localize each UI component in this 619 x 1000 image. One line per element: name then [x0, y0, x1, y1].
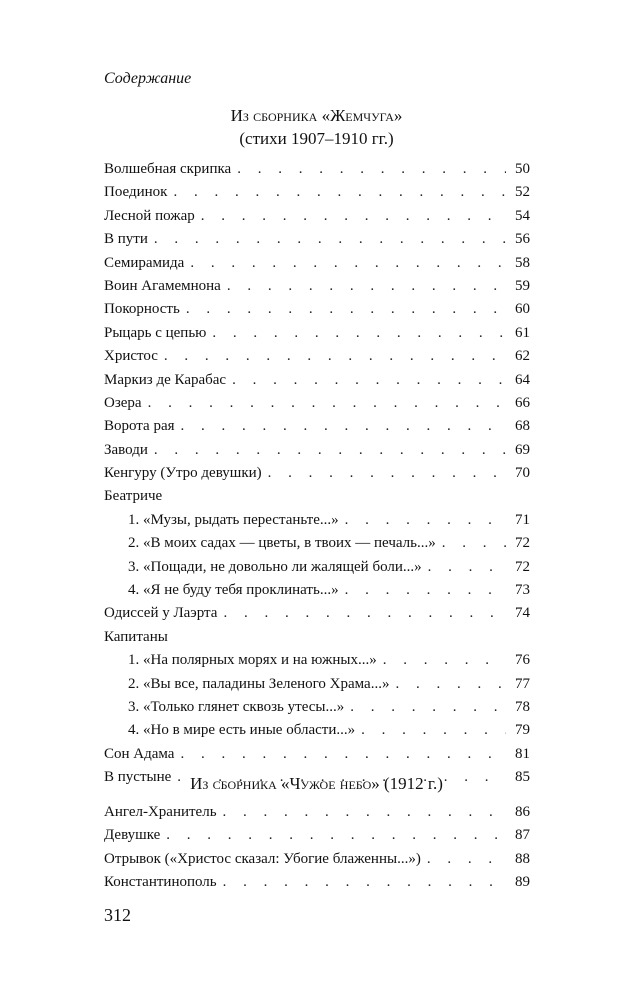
dot-leader — [220, 871, 506, 894]
dot-leader — [145, 392, 506, 415]
section-1-prefix: Из сборника — [230, 106, 318, 125]
toc-entry-title: Капитаны — [104, 628, 168, 645]
toc-entry — [104, 369, 530, 392]
dot-leader — [183, 298, 506, 321]
toc-entry — [104, 228, 530, 251]
toc-entry — [104, 801, 530, 824]
toc-entry-page: 72 — [515, 558, 530, 575]
toc-entry-page: 56 — [515, 231, 530, 248]
toc-entry-page: 89 — [515, 874, 530, 891]
toc-entry — [104, 719, 530, 742]
dot-leader — [358, 719, 506, 742]
dot-leader — [209, 322, 506, 345]
toc-entry-page: 85 — [515, 769, 530, 786]
dot-leader — [163, 824, 506, 847]
dot-leader — [342, 509, 506, 532]
toc-entry-title: 4. «Я не буду тебя проклинать...» — [128, 582, 339, 599]
toc-entry — [104, 439, 530, 462]
toc-entry-page: 72 — [515, 535, 530, 552]
page-number: 312 — [104, 905, 131, 925]
toc-entry — [104, 696, 530, 719]
dot-leader — [151, 228, 506, 251]
dot-leader — [425, 556, 506, 579]
toc-entry-title: Константинополь — [104, 874, 217, 891]
dot-leader — [220, 602, 506, 625]
dot-leader — [178, 415, 506, 438]
toc-entry — [104, 673, 530, 696]
dot-leader — [424, 848, 506, 871]
dot-leader — [234, 158, 506, 181]
toc-entry-page: 78 — [515, 698, 530, 715]
toc-entry-title: Озера — [104, 394, 142, 411]
toc-entry — [104, 871, 530, 894]
toc-entry-title: Одиссей у Лаэрта — [104, 605, 218, 622]
toc-entry-title: 3. «Пощади, не довольно ли жалящей боли...» — [128, 558, 422, 575]
toc-entry-title: Кенгуру (Утро девушки) — [104, 465, 262, 482]
toc-entry-title: Рыцарь с цепью — [104, 324, 207, 341]
toc-entry — [104, 275, 530, 298]
toc-entry-title: Поединок — [104, 184, 168, 201]
toc-entry-title: Покорность — [104, 301, 180, 318]
toc-entry-title: Лесной пожар — [104, 207, 195, 224]
toc-list-section-1 — [104, 158, 530, 790]
toc-entry — [104, 848, 530, 871]
toc-entry — [104, 252, 530, 275]
dot-leader — [347, 696, 506, 719]
toc-entry-page: 50 — [515, 161, 530, 177]
section-1-heading — [104, 104, 529, 150]
toc-entry — [104, 322, 530, 345]
toc-entry — [104, 345, 530, 368]
dot-leader — [439, 532, 506, 555]
toc-entry-title: В пустыне — [104, 769, 172, 786]
toc-entry-title: 4. «Но в мире есть иные области...» — [128, 722, 356, 739]
section-1-title — [104, 104, 529, 127]
toc-entry-page: 64 — [515, 371, 530, 388]
toc-entry-title: Сон Адама — [104, 745, 175, 762]
toc-entry-page: 58 — [515, 254, 530, 271]
toc-entry — [104, 298, 530, 321]
toc-entry — [104, 743, 530, 766]
toc-entry-title: Беатриче — [104, 488, 163, 505]
toc-entry-page: 86 — [515, 804, 530, 820]
toc-entry — [104, 205, 530, 228]
toc-entry-page: 87 — [515, 827, 530, 844]
section-2-title — [104, 772, 529, 795]
section-2-prefix: Из сборника — [190, 774, 277, 793]
dot-leader — [187, 252, 506, 275]
section-2-suffix: (1912 г.) — [384, 774, 443, 793]
toc-entry-page: 66 — [515, 394, 530, 411]
dot-leader — [161, 345, 506, 368]
toc-entry-page: 68 — [515, 418, 530, 435]
section-1-subtitle: (стихи 1907–1910 гг.) — [239, 129, 394, 148]
toc-entry-page: 59 — [515, 277, 530, 294]
toc-entry-page: 88 — [515, 850, 530, 867]
section-2-collection: «Чужое небо» — [281, 774, 380, 793]
toc-entry — [104, 509, 530, 532]
section-2-heading — [104, 772, 529, 795]
toc-entry-page: 77 — [515, 675, 530, 692]
running-head: Содержание — [104, 70, 192, 87]
dot-leader — [342, 579, 506, 602]
toc-group-heading — [104, 485, 530, 508]
dot-leader — [151, 439, 506, 462]
toc-entry-title: 2. «В моих садах — цветы, в твоих — печаль...» — [128, 535, 436, 552]
toc-entry-title: Христос — [104, 348, 158, 365]
toc-entry — [104, 462, 530, 485]
toc-entry-title: Маркиз де Карабас — [104, 371, 227, 388]
toc-entry-title: Воин Агамемнона — [104, 277, 221, 294]
toc-entry-title: Семирамида — [104, 254, 185, 271]
toc-entry-title: 1. «Музы, рыдать перестаньте...» — [128, 511, 339, 528]
toc-entry-title: Ворота рая — [104, 418, 175, 435]
dot-leader — [392, 673, 506, 696]
toc-entry-title: Заводи — [104, 441, 148, 458]
dot-leader — [170, 181, 506, 204]
dot-leader — [198, 205, 506, 228]
toc-entry — [104, 649, 530, 672]
dot-leader — [265, 462, 506, 485]
toc-entry — [104, 181, 530, 204]
toc-entry-page: 74 — [515, 605, 530, 622]
toc-entry-page: 62 — [515, 348, 530, 365]
toc-entry-title: Отрывок («Христос сказал: Убогие блаженны...») — [104, 850, 421, 867]
toc-list-section-2 — [104, 801, 530, 895]
toc-entry — [104, 556, 530, 579]
toc-entry-title: Ангел-Хранитель — [104, 804, 217, 820]
toc-entry — [104, 392, 530, 415]
toc-entry — [104, 158, 530, 181]
toc-entry — [104, 579, 530, 602]
toc-entry-page: 79 — [515, 722, 530, 739]
dot-leader — [229, 369, 506, 392]
toc-entry — [104, 532, 530, 555]
toc-group-heading — [104, 626, 530, 649]
toc-entry — [104, 415, 530, 438]
dot-leader — [220, 801, 506, 824]
toc-entry-page: 76 — [515, 652, 530, 669]
dot-leader — [224, 275, 506, 298]
dot-leader — [380, 649, 506, 672]
toc-entry-title: 1. «На полярных морях и на южных...» — [128, 652, 377, 669]
section-1-collection: «Жемчуга» — [321, 106, 403, 125]
toc-entry-title: Девушке — [104, 827, 161, 844]
toc-entry-page: 52 — [515, 184, 530, 201]
toc-entry-title: В пути — [104, 231, 148, 248]
toc-entry-page: 70 — [515, 465, 530, 482]
toc-entry-page: 60 — [515, 301, 530, 318]
toc-entry-title: Волшебная скрипка — [104, 161, 232, 177]
dot-leader — [177, 743, 506, 766]
toc-entry-page: 61 — [515, 324, 530, 341]
toc-entry-page: 73 — [515, 582, 530, 599]
toc-entry-title: 2. «Вы все, паладины Зеленого Храма...» — [128, 675, 390, 692]
toc-entry-title: 3. «Только глянет сквозь утесы...» — [128, 698, 345, 715]
toc-entry-page: 54 — [515, 207, 530, 224]
toc-entry-page: 81 — [515, 745, 530, 762]
toc-entry — [104, 602, 530, 625]
toc-entry — [104, 824, 530, 847]
toc-entry-page: 69 — [515, 441, 530, 458]
toc-entry-page: 71 — [515, 511, 530, 528]
